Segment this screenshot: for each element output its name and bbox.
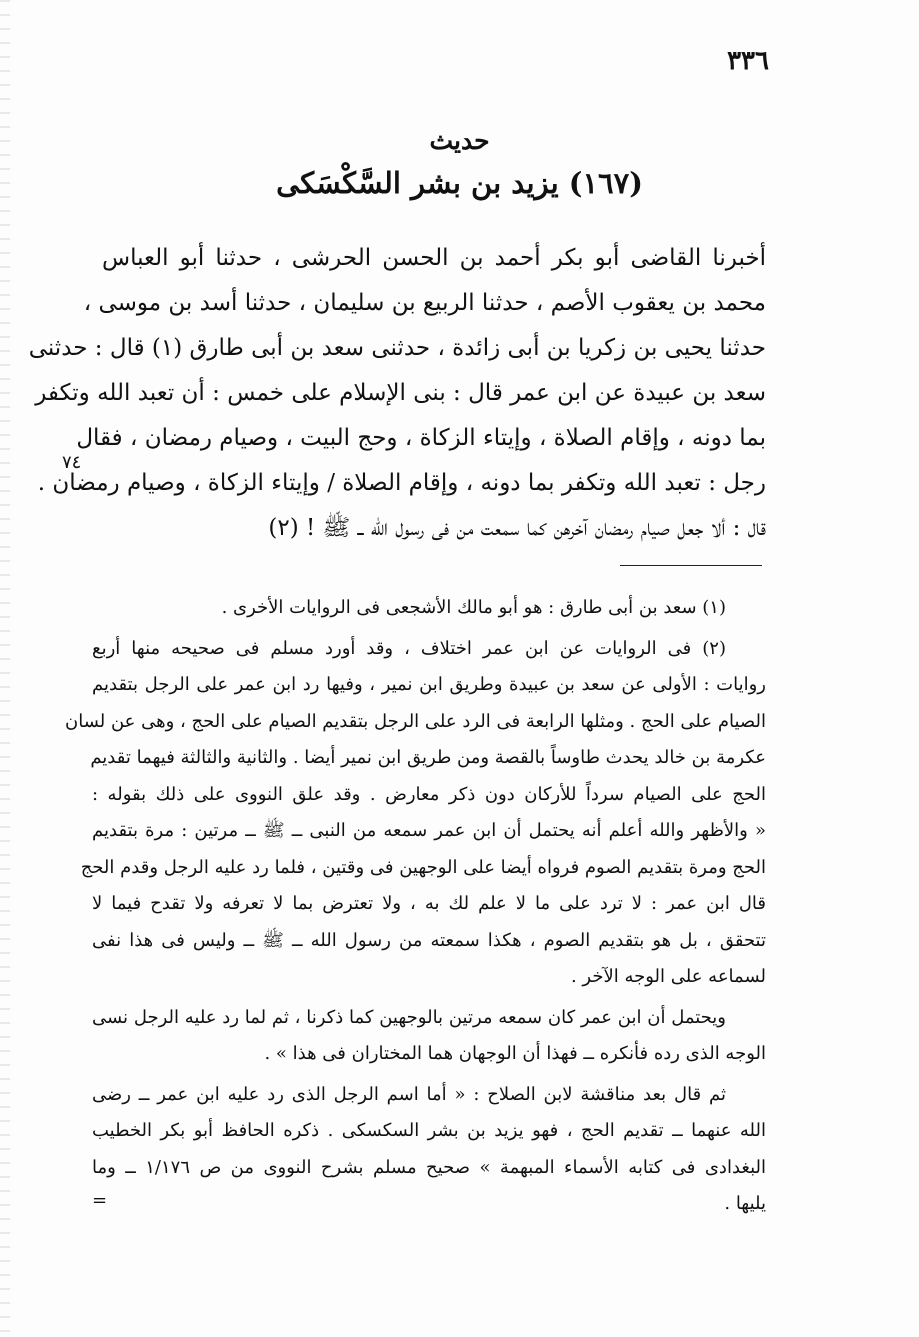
continuation-mark: = — [92, 1190, 108, 1211]
footnote — [92, 1000, 766, 1073]
footnotes — [64, 590, 766, 1223]
footnote-line: (١) سعد بن أبى طارق : هو أبو مالك الأشجعى فى الروايات الأخرى . — [221, 597, 726, 618]
footnote-line: الحج ومرة بتقديم الصوم فرواه أيضا على الوجهين فى وقتين ، فلما رد عليه الرجل وقدم الحج — [80, 856, 766, 878]
footnote-line: « والأظهر والله أعلم أنه يحتمل أن ابن عمر سمعه من النبى ــ ﷺ ــ مرتين : مرة بتقديم — [92, 820, 766, 841]
footnote-line: قال ابن عمر : لا ترد على ما لا علم لك به ، ولا تعترض بما لا تعرفه ولا تقدح فيما لا — [92, 893, 766, 914]
footnote-line: الحج على الصيام سرداً للأركان دون ذكر معارض . وقد علق النووى على ذلك بقوله : — [92, 783, 766, 805]
footnote — [64, 631, 766, 996]
hadith-text-line: رجل : تعبد الله وتكفر بما دونه ، وإقام الصلاة / وإيتاء الزكاة ، وصيام رمضان . — [37, 470, 766, 496]
hadith-text-line: بما دونه ، وإقام الصلاة ، وإيتاء الزكاة ، وحج البيت ، وصيام رمضان ، فقال — [76, 425, 766, 451]
hadith-text-line: سعد بن عبيدة عن ابن عمر قال : بنى الإسلام على خمس : أن تعبد الله وتكفر — [35, 380, 766, 406]
hadith-text-line: قال : ألا جعل صيام رمضان آخرهن كما سمعت من فى رسول الله ــ ﷺ ! (٢) — [268, 515, 766, 541]
hadith-text-line: أخبرنا القاضى أبو بكر أحمد بن الحسن الحرشى ، حدثنا أبو العباس — [102, 245, 766, 271]
hadith-text-line: حدثنا يحيى بن زكريا بن أبى زائدة ، حدثنى سعد بن أبى طارق (١) قال : حدثنى — [28, 335, 766, 361]
footnote-line: البغدادى فى كتابه الأسماء المبهمة » صحيح مسلم بشرح النووى من ص ١/١٧٦ ــ وما — [92, 1156, 766, 1178]
hadith-text-line: محمد بن يعقوب الأصم ، حدثنا الربيع بن سليمان ، حدثنا أسد بن موسى ، — [83, 290, 766, 316]
scan-edge — [0, 0, 10, 1337]
footnote-line: (٢) فى الروايات عن ابن عمر اختلاف ، وقد أورد مسلم فى صحيحه منها أربع — [92, 637, 726, 659]
footnote-line: يليها . — [724, 1193, 766, 1214]
footnote-line: ويحتمل أن ابن عمر كان سمعه مرتين بالوجهين كما ذكرنا ، ثم لما رد عليه الرجل نسى — [92, 1006, 726, 1028]
footnote-divider — [620, 565, 762, 566]
footnote-line: لسماعه على الوجه الآخر . — [570, 966, 766, 987]
margin-page-number: ٧٤ — [62, 452, 82, 473]
footnote-line: عكرمة بن خالد يحدث طاوساً بالقصة ومن طريق ابن نمير أيضا . والثانية والثالثة فيهما تقديم — [90, 747, 766, 768]
footnote — [92, 590, 766, 627]
footnote-line: الصيام على الحج . ومثلها الرابعة فى الرد على الرجل بتقديم الصيام على الحج ، وهى عن لسان — [64, 710, 766, 732]
hadith-heading-title: (١٦٧) يزيد بن بشر السَّكْسَكى — [276, 166, 643, 200]
footnote-line: روايات : الأولى عن سعد بن عبيدة وطريق ابن نمير ، وفيها رد ابن عمر على الرجل بتقديم — [92, 674, 766, 695]
footnote — [92, 1077, 766, 1223]
footnote-line: الوجه الذى رده فأنكره ــ فهذا أن الوجهان هما المختاران فى هذا » . — [264, 1043, 766, 1064]
hadith-heading-label: حديث — [429, 126, 490, 155]
footnote-line: تتحقق ، بل هو بتقديم الصوم ، هكذا سمعته من رسول الله ــ ﷺ ــ وليس فى هذا نفى — [92, 929, 766, 951]
page-number: ٣٣٦ — [727, 46, 769, 76]
footnote-line: الله عنهما ــ تقديم الحج ، فهو يزيد بن بشر السكسكى . ذكره الحافظ أبو بكر الخطيب — [92, 1120, 766, 1141]
footnote-line: ثم قال بعد مناقشة لابن الصلاح : « أما اسم الرجل الذى رد عليه ابن عمر ــ رضى — [92, 1083, 726, 1105]
